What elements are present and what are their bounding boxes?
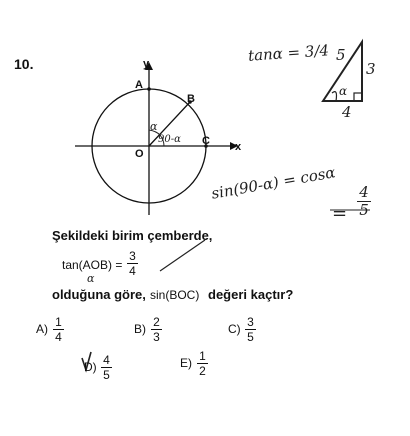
hand-triangle-adj: 4 bbox=[342, 103, 352, 121]
hand-triangle-angle: α bbox=[339, 84, 348, 98]
option-b-den: 3 bbox=[153, 330, 160, 344]
option-c-label: C) bbox=[228, 322, 241, 336]
option-e-num: 1 bbox=[199, 349, 206, 363]
point-c-label: C bbox=[202, 135, 210, 147]
option-e-fraction bbox=[197, 350, 208, 377]
ask-text-2: değeri kaçtır? bbox=[208, 287, 294, 302]
hand-tan-note: tanα = 3/4 bbox=[247, 41, 330, 65]
hand-triangle-hyp: 5 bbox=[336, 46, 346, 64]
option-a-fraction bbox=[53, 316, 64, 343]
y-axis-label: y bbox=[143, 58, 150, 70]
option-d-fraction bbox=[101, 354, 112, 381]
x-axis-label: x bbox=[235, 141, 242, 153]
point-o-label: O bbox=[135, 148, 144, 160]
hand-solution-fraction bbox=[357, 185, 371, 218]
question-statement: Şekildeki birim çemberde, bbox=[52, 228, 213, 243]
given-arc-note: α bbox=[87, 272, 95, 285]
option-c-fraction bbox=[245, 316, 256, 343]
ask-function: sin(BOC) bbox=[150, 288, 200, 302]
option-e-den: 2 bbox=[199, 364, 206, 378]
option-d-label: D) bbox=[84, 360, 97, 374]
hand-solution-line: sin(90-α) = cosα bbox=[210, 163, 337, 203]
hand-solution-num: 4 bbox=[359, 183, 369, 201]
option-c-num: 3 bbox=[247, 315, 254, 329]
option-b-label: B) bbox=[134, 322, 146, 336]
complement-angle-label: 90-α bbox=[158, 134, 181, 145]
hand-solution-eq: = bbox=[332, 203, 348, 224]
triangle-angle-arc bbox=[332, 92, 337, 101]
ask-text-1: olduğuna göre, bbox=[52, 287, 146, 302]
option-e-label: E) bbox=[180, 356, 192, 370]
point-b-label: B bbox=[187, 93, 195, 105]
given-num: 3 bbox=[129, 249, 136, 263]
option-d-num: 4 bbox=[103, 353, 110, 367]
right-angle-mark bbox=[354, 93, 362, 101]
option-a-label: A) bbox=[36, 322, 48, 336]
point-a-label: A bbox=[135, 79, 143, 91]
option-a-num: 1 bbox=[55, 315, 62, 329]
given-den: 4 bbox=[129, 264, 136, 278]
option-b-fraction bbox=[151, 316, 162, 343]
point-a-dot bbox=[147, 87, 151, 91]
option-a-den: 4 bbox=[55, 330, 62, 344]
option-c-den: 5 bbox=[247, 330, 254, 344]
hand-triangle-opp: 3 bbox=[366, 60, 376, 78]
question-number: 10. bbox=[14, 56, 34, 72]
option-b-num: 2 bbox=[153, 315, 160, 329]
alpha-angle-label: α bbox=[150, 120, 158, 133]
hand-solution-den: 5 bbox=[359, 201, 369, 219]
option-d-den: 5 bbox=[103, 368, 110, 382]
given-fraction bbox=[127, 250, 138, 277]
hand-stroke bbox=[160, 240, 205, 271]
given-tan-expression: tan(AOB) = bbox=[62, 258, 123, 272]
